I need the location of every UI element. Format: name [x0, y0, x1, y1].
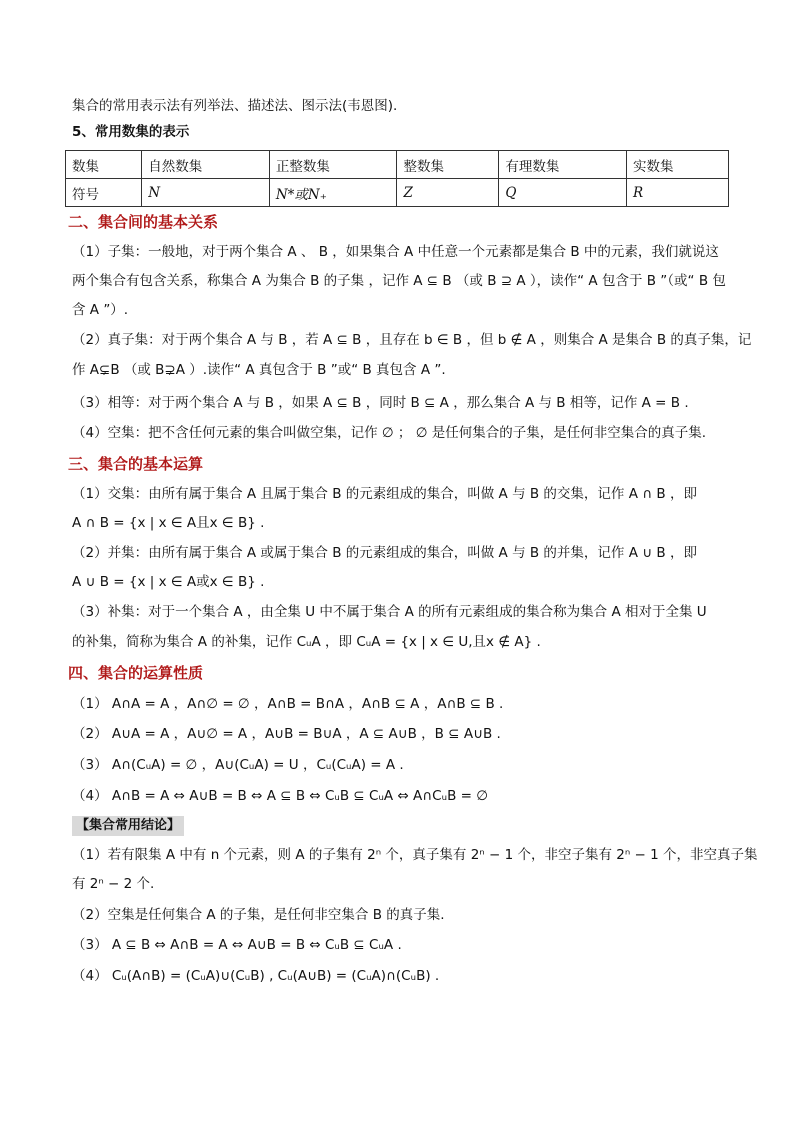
table-cell: Z	[397, 179, 499, 207]
section3-heading: 三、集合的基本运算	[68, 455, 204, 473]
table-cell: 数集	[66, 151, 142, 179]
table-cell: 实数集	[627, 151, 729, 179]
conclusion-3: （3） A ⊆ B ⇔ A∩B = A ⇔ A∪B = B ⇔ CᵤB ⊆ CᵤA .	[72, 937, 402, 953]
conclusion-2: （2）空集是任何集合 A 的子集，是任何非空集合 B 的真子集.	[72, 907, 445, 923]
property-2: （2） A∪A = A ，A∪∅ = A ，A∪B = B∪A ，A ⊆ A∪B ，B ⊆ A∪B .	[72, 726, 501, 742]
number-sets-table	[65, 150, 729, 207]
union-line2: A ∪ B = {x | x ∈ A或x ∈ B} .	[72, 574, 265, 590]
section5-title: 5、常用数集的表示	[72, 124, 190, 140]
union-line1: （2）并集：由所有属于集合 A 或属于集合 B 的元素组成的集合，叫做 A 与 B 的并集，记作 A ∪ B ，即	[72, 545, 697, 561]
table-cell: R	[627, 179, 729, 207]
table-cell: N	[142, 179, 270, 207]
proper-subset-line1: （2）真子集：对于两个集合 A 与 B ，若 A ⊆ B ，且存在 b ∈ B ，但 b ∉ A ，则集合 A 是集合 B 的真子集，记	[72, 332, 752, 348]
table-cell: 自然数集	[142, 151, 270, 179]
table-cell: 符号	[66, 179, 142, 207]
empty-set-definition: （4）空集：把不含任何元素的集合叫做空集，记作 ∅ ； ∅ 是任何集合的子集，是任何非空集合的真子集.	[72, 425, 707, 441]
proper-subset-line2: 作 A⊊B （或 B⊋A ）.读作“ A 真包含于 B ”或“ B 真包含 A ”.	[72, 362, 446, 378]
subset-definition-line3: 含 A ”）.	[72, 302, 129, 318]
intro-paragraph: 集合的常用表示法有列举法、描述法、图示法(韦恩图).	[72, 98, 398, 114]
table-row	[66, 179, 729, 207]
complement-line1: （3）补集：对于一个集合 A ，由全集 U 中不属于集合 A 的所有元素组成的集合称为集合 A 相对于全集 U	[72, 604, 707, 620]
table-cell: 有理数集	[499, 151, 627, 179]
intersection-line1: （1）交集：由所有属于集合 A 且属于集合 B 的元素组成的集合，叫做 A 与 B 的交集，记作 A ∩ B ，即	[72, 486, 697, 502]
table-cell: 正整数集	[269, 151, 397, 179]
conclusions-tag: 【集合常用结论】	[72, 816, 184, 836]
equality-definition: （3）相等：对于两个集合 A 与 B ，如果 A ⊆ B ，同时 B ⊆ A ，那么集合 A 与 B 相等，记作 A = B .	[72, 395, 689, 411]
subset-definition-line1: （1）子集：一般地，对于两个集合 A 、 B ，如果集合 A 中任意一个元素都是集合 B 中的元素，我们就说这	[72, 244, 719, 260]
intersection-line2: A ∩ B = {x | x ∈ A且x ∈ B} .	[72, 515, 265, 531]
section4-heading: 四、集合的运算性质	[68, 664, 204, 682]
table-cell: 整数集	[397, 151, 499, 179]
property-3: （3） A∩(CᵤA) = ∅ ，A∪(CᵤA) = U ，Cᵤ(CᵤA) = A .	[72, 757, 404, 773]
conclusion-1-line1: （1）若有限集 A 中有 n 个元素，则 A 的子集有 2ⁿ 个，真子集有 2ⁿ − 1 个，非空子集有 2ⁿ − 1 个，非空真子集	[72, 847, 758, 863]
complement-line2: 的补集，简称为集合 A 的补集，记作 CᵤA ，即 CᵤA = {x | x ∈ U,且x ∉ A} .	[72, 634, 541, 650]
table-cell: N*或N₊	[269, 179, 397, 207]
conclusion-1-line2: 有 2ⁿ − 2 个.	[72, 876, 155, 892]
conclusion-4: （4） Cᵤ(A∩B) = (CᵤA)∪(CᵤB) , Cᵤ(A∪B) = (CᵤA)∩(CᵤB) .	[72, 968, 440, 984]
section2-heading: 二、集合间的基本关系	[68, 213, 219, 231]
table-cell: Q	[499, 179, 627, 207]
subset-definition-line2: 两个集合有包含关系，称集合 A 为集合 B 的子集 ，记作 A ⊆ B （或 B ⊇ A ），读作“ A 包含于 B ”（或“ B 包	[72, 273, 726, 289]
property-4: （4） A∩B = A ⇔ A∪B = B ⇔ A ⊆ B ⇔ CᵤB ⊆ CᵤA ⇔ A∩CᵤB = ∅	[72, 788, 488, 804]
property-1: （1） A∩A = A ，A∩∅ = ∅ ，A∩B = B∩A ，A∩B ⊆ A ，A∩B ⊆ B .	[72, 696, 504, 712]
table-row	[66, 151, 729, 179]
